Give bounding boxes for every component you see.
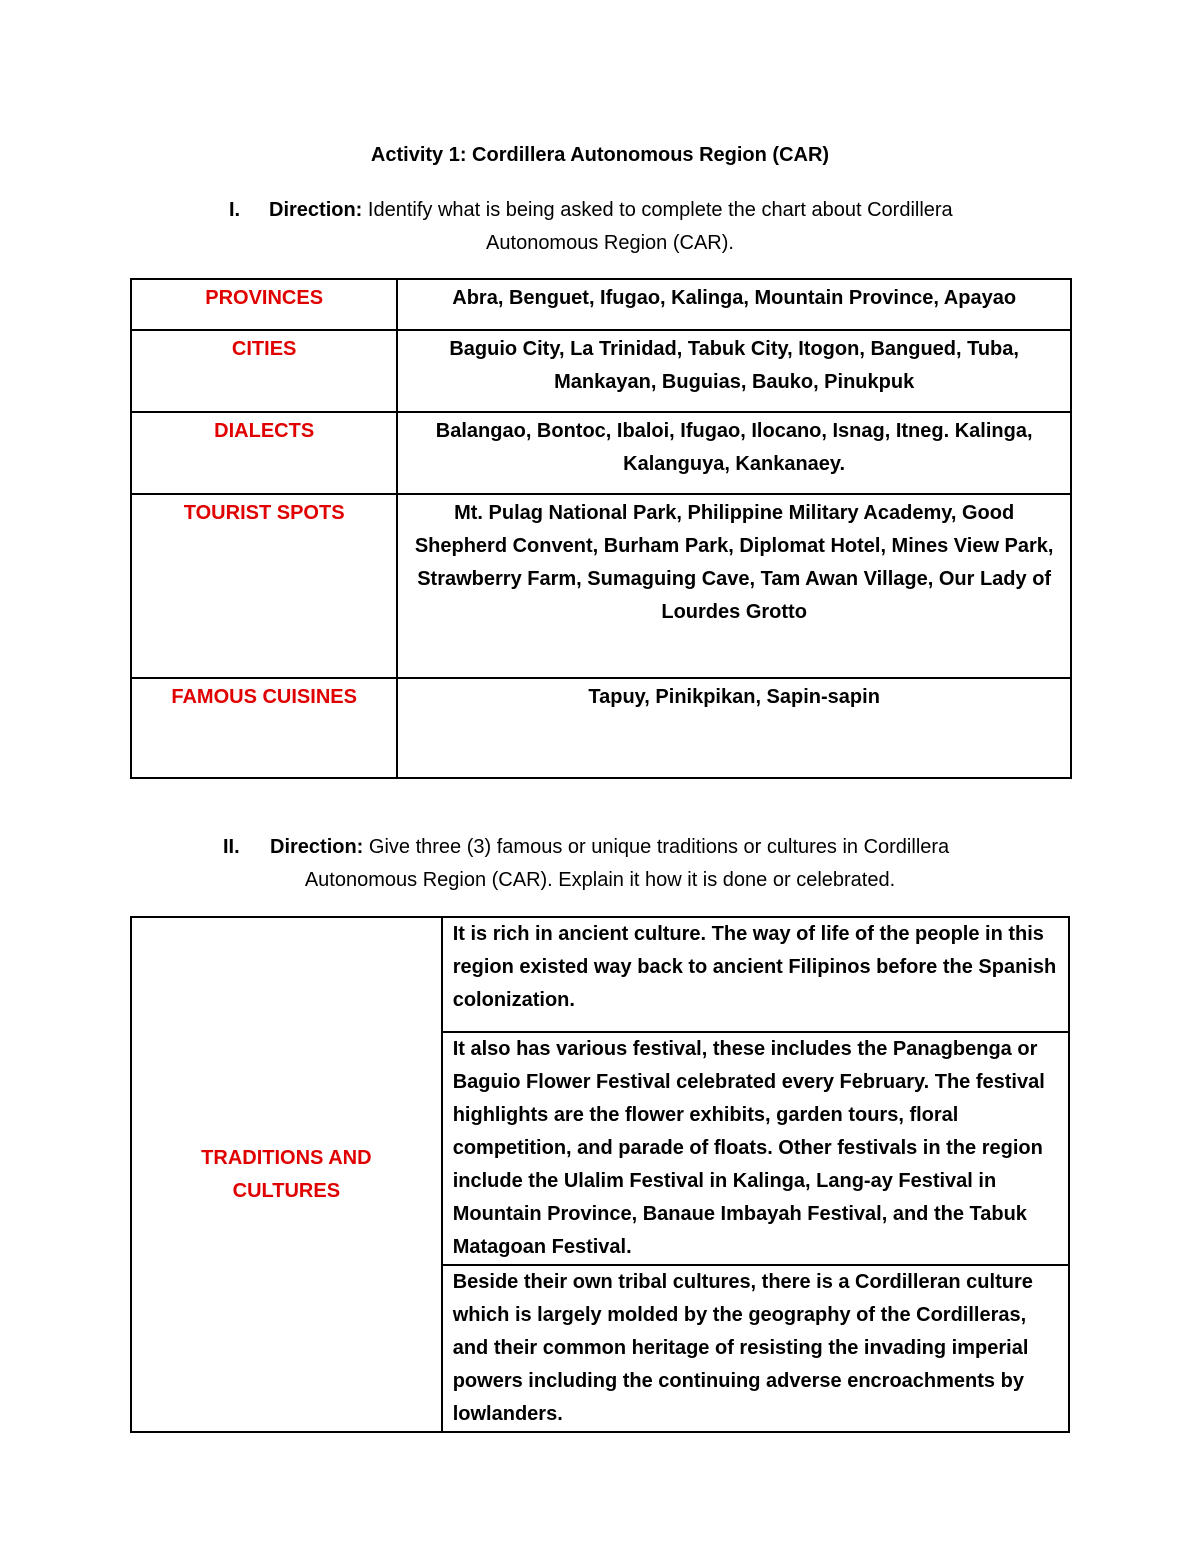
table-row: [131, 678, 1071, 778]
row-label-tourist-spots: TOURIST SPOTS: [131, 494, 397, 678]
table-row: [131, 917, 1069, 1032]
direction-label: Direction:: [269, 199, 363, 221]
row-value-cities: Baguio City, La Trinidad, Tabuk City, Itogon, Bangued, Tuba, Mankayan, Buguias, Bauko, Pinukpuk: [397, 330, 1071, 412]
traditions-label: [131, 917, 442, 1432]
direction-line-2: Autonomous Region (CAR).: [486, 232, 734, 254]
row-label-cities: CITIES: [131, 330, 397, 412]
table-row: [131, 330, 1071, 412]
table-row: [131, 279, 1071, 330]
traditions-label-line-2: CULTURES: [232, 1179, 341, 1202]
row-label-provinces: PROVINCES: [131, 279, 397, 330]
direction-label: Direction:: [270, 836, 364, 858]
tradition-entry-2: It also has various festival, these includes the Panagbenga or Baguio Flower Festival celebrated every February. The festival highlights are the flower exhibits, garden tours, floral competition, and parade of floats. Other festivals in the region include the Ulalim Festival in Kalinga, Lang-ay Festival in Mountain Province, Banaue Imbayah Festival, and the Tabuk Matagoan Festival.: [442, 1032, 1069, 1265]
tradition-entry-1: It is rich in ancient culture. The way of life of the people in this region existed way back to ancient Filipinos before the Spanish colonization.: [442, 917, 1069, 1032]
table-row: [131, 494, 1071, 678]
row-value-tourist-spots: Mt. Pulag National Park, Philippine Military Academy, Good Shepherd Convent, Burham Park, Diplomat Hotel, Mines View Park, Strawberry Farm, Sumaguing Cave, Tam Awan Village, Our Lady of Lourdes Grotto: [397, 494, 1071, 678]
row-label-dialects: DIALECTS: [131, 412, 397, 494]
direction-section-2: [0, 831, 1200, 897]
page-title: Activity 1: Cordillera Autonomous Region (CAR): [370, 144, 830, 166]
section-numeral-1: I.: [229, 199, 241, 221]
direction-section-1: [0, 194, 1200, 260]
direction-text: Give three (3) famous or unique traditions or cultures in Cordillera: [368, 836, 950, 858]
row-label-famous-cuisines: FAMOUS CUISINES: [131, 678, 397, 778]
direction-text: Identify what is being asked to complete the chart about Cordillera: [367, 199, 953, 221]
direction-line-1: [270, 831, 949, 864]
tradition-entry-3: Beside their own tribal cultures, there is a Cordilleran culture which is largely molded by the geography of the Cordilleras, and their common heritage of resisting the invading imperial powers including the continuing adverse encroachments by lowlanders.: [442, 1265, 1069, 1432]
direction-line-1: [269, 194, 953, 227]
table-row: [131, 412, 1071, 494]
region-chart-table: [130, 278, 1072, 779]
row-value-provinces: Abra, Benguet, Ifugao, Kalinga, Mountain Province, Apayao: [397, 279, 1071, 330]
row-value-famous-cuisines: Tapuy, Pinikpikan, Sapin-sapin: [397, 678, 1071, 778]
traditions-label-line-1: TRADITIONS AND: [201, 1146, 372, 1169]
traditions-table: [130, 916, 1070, 1433]
row-value-dialects: Balangao, Bontoc, Ibaloi, Ifugao, Ilocano, Isnag, Itneg. Kalinga, Kalanguya, Kankanaey.: [397, 412, 1071, 494]
direction-line-2: Autonomous Region (CAR). Explain it how it is done or celebrated.: [304, 869, 896, 891]
section-numeral-2: II.: [223, 836, 240, 858]
